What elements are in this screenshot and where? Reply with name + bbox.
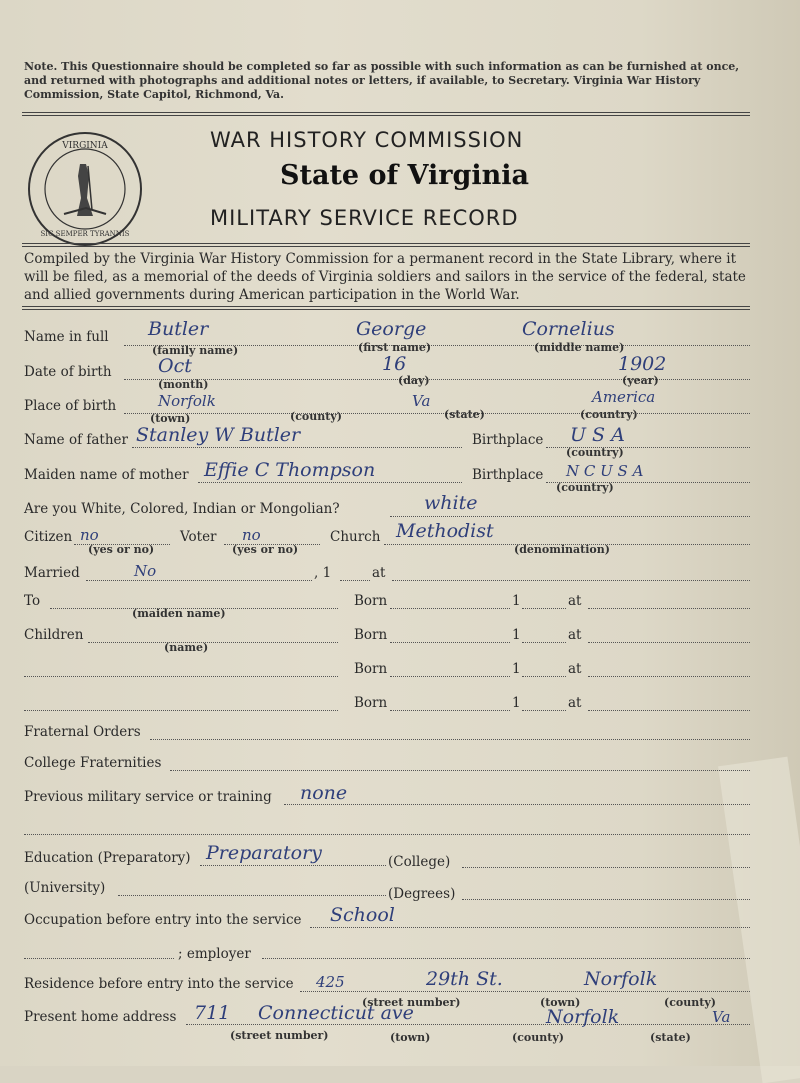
label-name-in-full: Name in full <box>24 329 109 345</box>
label-child2-born: Born <box>354 661 388 677</box>
hw-family-name: Butler <box>148 318 209 340</box>
seal-top-text: VIRGINIA <box>62 141 108 151</box>
label-degrees: (Degrees) <box>388 886 456 902</box>
line-occupation <box>310 927 750 928</box>
sub-county: (county) <box>290 410 342 423</box>
label-child2-year: 1 <box>512 661 521 677</box>
line-occupation-2 <box>24 958 174 959</box>
line-child2 <box>24 676 338 677</box>
hw-father-birthplace: U S A <box>570 424 625 446</box>
label-to-at: at <box>568 593 582 609</box>
label-to-year: 1 <box>512 593 521 609</box>
label-citizen: Citizen <box>24 529 73 545</box>
label-married-year: , 1 <box>314 565 332 581</box>
line-child3-born <box>390 710 510 711</box>
line-child2-at <box>588 676 750 677</box>
hw-present-street2: Connecticut ave <box>258 1002 414 1024</box>
label-maiden-name-mother: Maiden name of mother <box>24 467 189 483</box>
hw-birth-country: America <box>592 388 656 406</box>
label-to: To <box>24 593 41 609</box>
label-child1-year: 1 <box>512 627 521 643</box>
sub-day: (day) <box>398 374 430 387</box>
sub-country-father: (country) <box>566 446 624 459</box>
line-child1-year <box>522 642 566 643</box>
line-child1-at <box>588 642 750 643</box>
line-child3-at <box>588 710 750 711</box>
line-father <box>132 447 462 448</box>
hw-middle-name: Cornelius <box>522 318 615 340</box>
label-name-of-father: Name of father <box>24 432 128 448</box>
label-child2-at: at <box>568 661 582 677</box>
header-rule <box>22 112 750 116</box>
sub-town: (town) <box>150 412 191 425</box>
sub-middle-name: (middle name) <box>534 341 625 354</box>
hw-residence-street2: 29th St. <box>426 968 503 990</box>
intro-bottom-rule <box>22 306 750 310</box>
line-child2-year <box>522 676 566 677</box>
hw-birth-town: Norfolk <box>158 392 216 410</box>
sub-citizen-yes-no: (yes or no) <box>88 543 155 556</box>
line-to-at <box>588 608 750 609</box>
sub-first-name: (first name) <box>358 341 432 354</box>
line-child3-year <box>522 710 566 711</box>
hw-citizen: no <box>80 526 99 544</box>
hw-father-name: Stanley W Butler <box>136 424 301 446</box>
label-residence: Residence before entry into the service <box>24 976 294 992</box>
label-child3-year: 1 <box>512 695 521 711</box>
hw-birth-month: Oct <box>158 355 192 377</box>
label-father-birthplace: Birthplace <box>472 432 544 448</box>
hw-residence-street: 425 <box>316 973 345 991</box>
label-place-of-birth: Place of birth <box>24 398 117 414</box>
label-child3-born: Born <box>354 695 388 711</box>
line-present-home <box>186 1024 750 1025</box>
title-commission: WAR HISTORY COMMISSION <box>210 128 524 152</box>
hw-present-town: Norfolk <box>546 1006 620 1028</box>
sub-present-state: (state) <box>650 1031 691 1044</box>
sub-present-county: (county) <box>512 1031 564 1044</box>
intro-top-rule <box>22 243 750 247</box>
line-child2-born <box>390 676 510 677</box>
intro-text: Compiled by the Virginia War History Commission for a permanent record in the State Library, where it will be filed, as a memorial of the deeds of Virginia soldiers and sailors in the service of the federal, state and allied governments during American participation in the World War. <box>24 251 746 303</box>
line-race <box>390 516 750 517</box>
sub-state: (state) <box>444 408 485 421</box>
sub-present-street-number: (street number) <box>230 1029 329 1042</box>
virginia-seal-icon <box>28 132 142 246</box>
label-child3-at: at <box>568 695 582 711</box>
line-university <box>118 895 386 896</box>
hw-birth-year: 1902 <box>618 353 667 375</box>
line-child1-born <box>390 642 510 643</box>
label-child1-born: Born <box>354 627 388 643</box>
hw-mother-name: Effie C Thompson <box>204 459 376 481</box>
sub-country-mother: (country) <box>556 481 614 494</box>
hw-occupation: School <box>330 904 395 926</box>
label-mother-birthplace: Birthplace <box>472 467 544 483</box>
form-note: Note. This Questionnaire should be completed so far as possible with such information as can be furnished at once, and returned with photographs and additional notes or letters, if available, to Secretary. Virginia War History Commission, State Capitol, Richmond, Va. <box>24 60 740 101</box>
sub-child-name: (name) <box>164 641 209 654</box>
paper-wear <box>718 757 800 1083</box>
line-degrees <box>462 899 750 900</box>
line-to-born <box>390 608 510 609</box>
hw-first-name: George <box>356 318 427 340</box>
hw-birth-day: 16 <box>382 353 407 375</box>
hw-mother-birthplace: N C U S A <box>566 462 644 480</box>
line-mother <box>198 482 462 483</box>
hw-present-street: 711 <box>194 1002 231 1024</box>
label-university: (University) <box>24 880 106 896</box>
line-previous-military-2 <box>24 834 750 835</box>
line-pob <box>124 413 750 414</box>
line-college-frat <box>170 770 750 771</box>
hw-church: Methodist <box>396 520 494 542</box>
label-college-fraternities: College Fraternities <box>24 755 162 771</box>
sub-present-town: (town) <box>390 1031 431 1044</box>
sub-year: (year) <box>622 374 659 387</box>
hw-previous-military: none <box>300 782 348 804</box>
label-fraternal-orders: Fraternal Orders <box>24 724 141 740</box>
sub-country: (country) <box>580 408 638 421</box>
label-date-of-birth: Date of birth <box>24 364 112 380</box>
hw-race: white <box>424 492 478 514</box>
label-college: (College) <box>388 854 451 870</box>
sub-maiden-name: (maiden name) <box>132 607 226 620</box>
hw-present-state: Va <box>712 1008 731 1026</box>
line-children <box>88 642 338 643</box>
line-fraternal <box>150 739 750 740</box>
line-to-year <box>522 608 566 609</box>
line-residence <box>300 991 750 992</box>
hw-education-preparatory: Preparatory <box>206 842 322 864</box>
label-married-at: at <box>372 565 386 581</box>
title-record: MILITARY SERVICE RECORD <box>210 206 519 230</box>
hw-married: No <box>134 562 157 580</box>
sub-residence-town: (town) <box>540 996 581 1009</box>
hw-birth-state: Va <box>412 392 431 410</box>
line-previous-military <box>284 804 750 805</box>
label-married: Married <box>24 565 80 581</box>
line-college <box>462 867 750 868</box>
seal-bottom-text: SIC SEMPER TYRANNIS <box>40 230 130 238</box>
title-state: State of Virginia <box>280 160 530 191</box>
label-church: Church <box>330 529 381 545</box>
label-to-born: Born <box>354 593 388 609</box>
hw-residence-town: Norfolk <box>584 968 658 990</box>
sub-family-name: (family name) <box>152 344 239 357</box>
label-education: Education (Preparatory) <box>24 850 191 866</box>
line-married <box>86 580 312 581</box>
line-married-at <box>392 580 750 581</box>
sub-voter-yes-no: (yes or no) <box>232 543 299 556</box>
label-occupation: Occupation before entry into the service <box>24 912 302 928</box>
hw-voter: no <box>242 526 261 544</box>
line-married-year <box>340 580 370 581</box>
label-present-home: Present home address <box>24 1009 177 1025</box>
line-employer <box>262 958 750 959</box>
label-previous-military: Previous military service or training <box>24 789 272 805</box>
label-race-question: Are you White, Colored, Indian or Mongolian? <box>24 501 340 517</box>
label-child1-at: at <box>568 627 582 643</box>
label-voter: Voter <box>180 529 217 545</box>
label-employer: ; employer <box>178 946 251 962</box>
sub-month: (month) <box>158 378 209 391</box>
sub-denomination: (denomination) <box>514 543 610 556</box>
line-preparatory <box>200 865 386 866</box>
sub-residence-county: (county) <box>664 996 716 1009</box>
label-children: Children <box>24 627 84 643</box>
line-child3 <box>24 710 338 711</box>
sub-street-number: (street number) <box>362 996 461 1009</box>
